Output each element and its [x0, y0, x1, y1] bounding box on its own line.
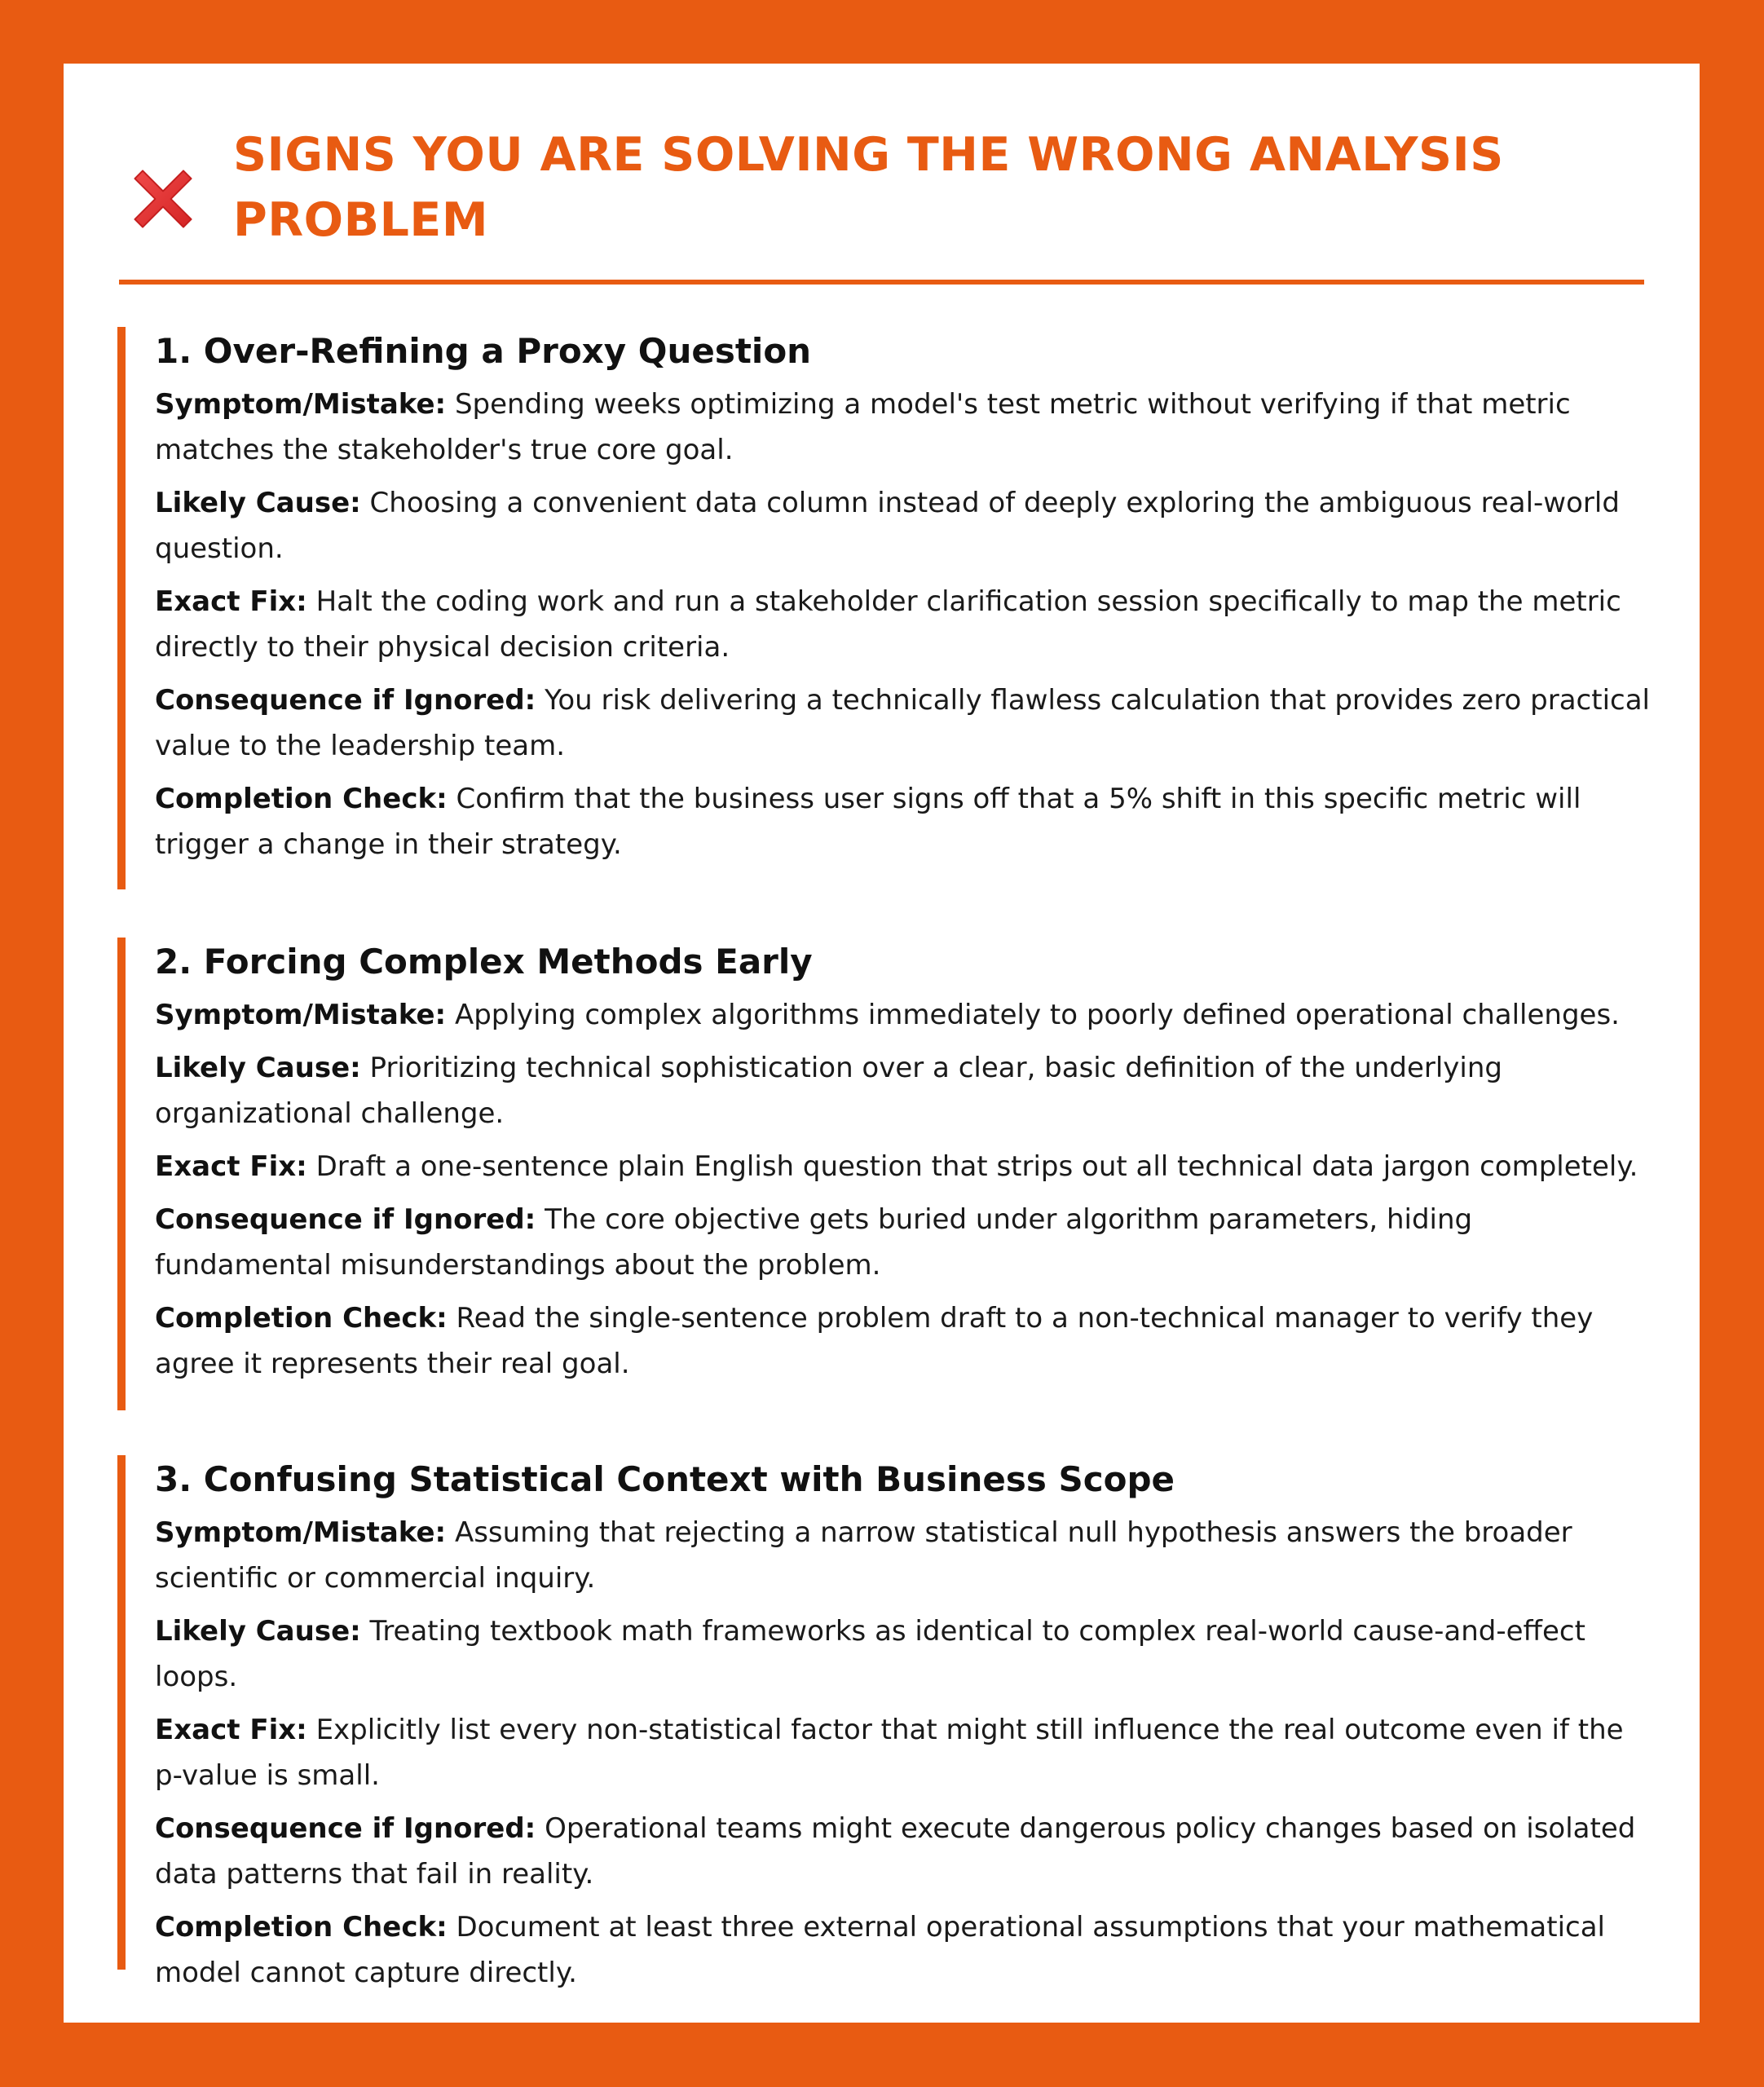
- item-text: Assuming that rejecting a narrow statistical null hypothesis answers the broader scientific or commercial inquiry.: [155, 1516, 1572, 1595]
- item-label: Consequence if Ignored:: [155, 684, 536, 717]
- item-label: Likely Cause:: [155, 487, 361, 519]
- item-label: Completion Check:: [155, 783, 448, 815]
- completion-item: [155, 1904, 1651, 1996]
- item-text: Treating textbook math frameworks as identical to complex real-world cause-and-effect loops.: [155, 1615, 1585, 1693]
- cross-mark-icon: [124, 160, 202, 238]
- fix-item: [155, 579, 1651, 670]
- section-heading: 2. Forcing Complex Methods Early: [155, 942, 813, 982]
- item-label: Symptom/Mistake:: [155, 999, 447, 1031]
- symptom-item: [155, 992, 1651, 1038]
- item-text: Halt the coding work and run a stakeholder clarification session specifically to map the metric directly to their physical decision criteria.: [155, 585, 1621, 664]
- cause-item: [155, 1608, 1651, 1700]
- item-label: Symptom/Mistake:: [155, 1516, 447, 1549]
- symptom-item: [155, 382, 1651, 473]
- item-text: Prioritizing technical sophistication over a clear, basic definition of the underlying organizational challenge.: [155, 1052, 1503, 1130]
- cause-item: [155, 480, 1651, 571]
- section-forcing-complex-methods: [117, 938, 1651, 1410]
- consequence-item: [155, 677, 1651, 769]
- item-label: Completion Check:: [155, 1911, 448, 1944]
- section-heading: 1. Over-Refining a Proxy Question: [155, 331, 812, 371]
- cause-item: [155, 1045, 1651, 1136]
- item-text: Spending weeks optimizing a model's test metric without verifying if that metric matches the stakeholder's true core goal.: [155, 388, 1571, 466]
- page-title: SIGNS YOU ARE SOLVING THE WRONG ANALYSIS PROBLEM: [233, 128, 1504, 247]
- content-card: [64, 64, 1700, 2023]
- consequence-item: [155, 1197, 1651, 1288]
- item-text: Applying complex algorithms immediately to poorly defined operational challenges.: [446, 999, 1620, 1031]
- item-text: Choosing a convenient data column instead of deeply exploring the ambiguous real-world question.: [155, 487, 1620, 565]
- section-confusing-statistical-context: [117, 1455, 1651, 1989]
- item-label: Completion Check:: [155, 1302, 448, 1335]
- item-text: Read the single-sentence problem draft to a non-technical manager to verify they agree it represents their real goal.: [155, 1302, 1594, 1380]
- item-text: Operational teams might execute dangerous policy changes based on isolated data patterns that fail in reality.: [155, 1812, 1636, 1891]
- symptom-item: [155, 1510, 1651, 1601]
- item-text: The core objective gets buried under algorithm parameters, hiding fundamental misunderstandings about the problem.: [155, 1203, 1473, 1282]
- item-label: Exact Fix:: [155, 585, 307, 618]
- item-label: Likely Cause:: [155, 1052, 361, 1084]
- page-header: [119, 119, 1644, 290]
- item-text: You risk delivering a technically flawless calculation that provides zero practical value to the leadership team.: [155, 684, 1651, 762]
- fix-item: [155, 1707, 1651, 1798]
- item-label: Likely Cause:: [155, 1615, 361, 1648]
- title-divider: [119, 280, 1644, 285]
- item-label: Symptom/Mistake:: [155, 388, 447, 421]
- consequence-item: [155, 1806, 1651, 1897]
- item-text: Document at least three external operational assumptions that your mathematical model cannot capture directly.: [155, 1911, 1606, 1989]
- item-text: Draft a one-sentence plain English question that strips out all technical data jargon completely.: [306, 1150, 1638, 1183]
- item-text: Confirm that the business user signs off that a 5% shift in this specific metric will trigger a change in their strategy.: [155, 783, 1581, 861]
- item-label: Consequence if Ignored:: [155, 1812, 536, 1845]
- item-label: Exact Fix:: [155, 1714, 307, 1746]
- section-heading: 3. Confusing Statistical Context with Business Scope: [155, 1459, 1175, 1499]
- fix-item: [155, 1144, 1651, 1189]
- item-label: Consequence if Ignored:: [155, 1203, 536, 1236]
- item-text: Explicitly list every non-statistical factor that might still influence the real outcome even if the p-value is small.: [155, 1714, 1624, 1792]
- completion-item: [155, 1295, 1651, 1387]
- section-over-refining-proxy: [117, 327, 1651, 889]
- completion-item: [155, 776, 1651, 867]
- item-label: Exact Fix:: [155, 1150, 307, 1183]
